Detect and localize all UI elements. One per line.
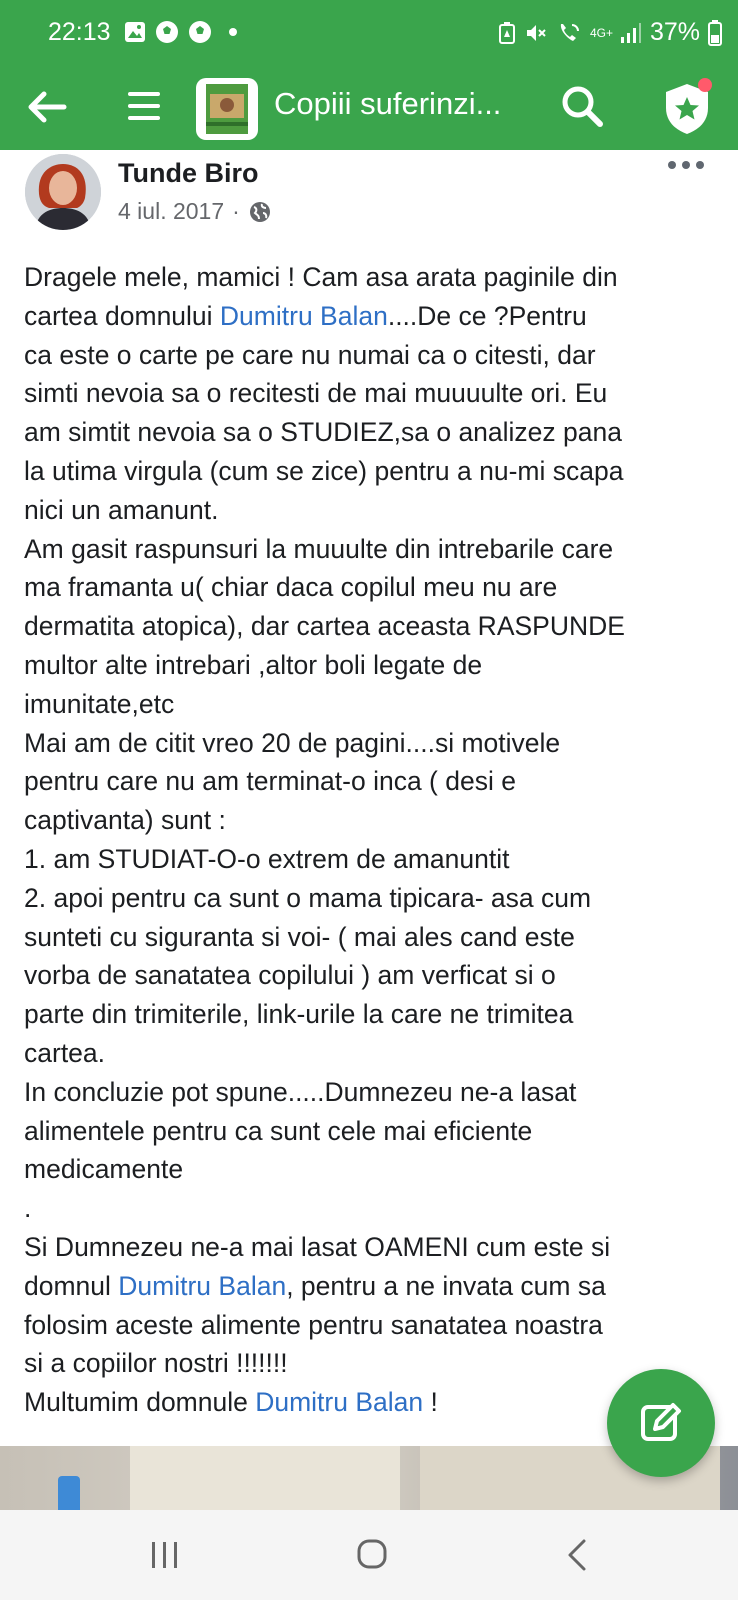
arrow-left-icon[interactable] xyxy=(24,84,70,130)
post-text-line xyxy=(24,762,724,801)
post-text-line xyxy=(24,918,724,957)
soccer-ball-icon xyxy=(155,20,179,44)
post-text-line xyxy=(24,568,724,607)
post-text-segment: sunteti cu siguranta si voi- ( mai ales cand este xyxy=(24,921,575,952)
post-meta xyxy=(118,198,272,225)
system-icons xyxy=(498,18,722,47)
post-text-segment: am simtit nevoia sa o STUDIEZ,sa o analizez pana xyxy=(24,417,622,448)
post-text-line xyxy=(24,1306,724,1345)
post-text-line xyxy=(24,1189,724,1228)
post-text-segment: cartea domnului xyxy=(24,300,220,331)
post-author[interactable]: Tunde Biro xyxy=(118,158,259,188)
post-text-line xyxy=(24,1073,724,1112)
status-bar xyxy=(0,0,738,66)
post-text-line xyxy=(24,801,724,840)
post-text-line xyxy=(24,724,724,763)
post-text-segment: simti nevoia sa o recitesti de mai muuuulte ori. Eu xyxy=(24,378,608,409)
hamburger-icon[interactable] xyxy=(126,86,162,126)
post-text-line xyxy=(24,607,724,646)
post-text-segment: la utima virgula (cum se zice) pentru a nu-mi scapa xyxy=(24,455,624,486)
post-text-segment: . xyxy=(24,1193,32,1224)
post-text xyxy=(24,258,724,1422)
post-text-line xyxy=(24,413,724,452)
post-text-segment: ma framanta u( chiar daca copilul meu nu are xyxy=(24,572,558,603)
mention-link[interactable]: Dumitru Balan xyxy=(118,1270,287,1301)
profile-photo xyxy=(25,154,101,230)
post-text-line xyxy=(24,840,724,879)
post-text-line xyxy=(24,1228,724,1267)
post-text-segment: parte din trimiterile, link-urile la care ne trimitea xyxy=(24,999,574,1030)
post-text-segment: captivanta) sunt : xyxy=(24,805,226,836)
post-text-segment: ....De ce ?Pentru xyxy=(387,300,587,331)
post-text-line xyxy=(24,1034,724,1073)
post-text-segment: alimentele pentru ca sunt cele mai eficiente xyxy=(24,1115,533,1146)
post-text-line xyxy=(24,336,724,375)
post-text-segment: folosim aceste alimente pentru sanatatea noastra xyxy=(24,1309,603,1340)
post-text-line xyxy=(24,1150,724,1189)
dot-icon xyxy=(221,20,241,44)
post-date[interactable]: 4 iul. 2017 xyxy=(118,198,225,224)
book-page-left xyxy=(130,1446,400,1510)
battery-saver-icon xyxy=(498,21,516,45)
notification-icons xyxy=(124,20,241,44)
post-text-segment: Mai am de citit vreo 20 de pagini....si motivele xyxy=(24,727,561,758)
battery-percent: 37% xyxy=(649,18,700,46)
post-text-segment: cartea. xyxy=(24,1037,106,1068)
post-text-segment: dermatita atopica), dar cartea aceasta RASPUNDE xyxy=(24,611,625,642)
globe-icon xyxy=(248,200,272,224)
post-text-segment: In concluzie pot spune.....Dumnezeu ne-a lasat xyxy=(24,1076,577,1107)
post-text-line xyxy=(24,452,724,491)
post-text-segment: Si Dumnezeu ne-a mai lasat OAMENI cum este si xyxy=(24,1231,611,1262)
post-text-line xyxy=(24,1112,724,1151)
post-text-segment: ca este o carte pe care nu numai ca o citesti, dar xyxy=(24,339,596,370)
post-text-segment: si a copiilor nostri !!!!!!! xyxy=(24,1348,288,1379)
book-cover-icon xyxy=(196,78,258,140)
post-text-segment: Am gasit raspunsuri la muuulte din intrebarile care xyxy=(24,533,614,564)
post-text-line xyxy=(24,1344,724,1383)
wifi-call-icon xyxy=(556,21,582,45)
edit-icon xyxy=(637,1399,685,1447)
gallery-icon xyxy=(124,21,146,43)
more-horizontal-icon[interactable] xyxy=(666,152,706,178)
post-text-line xyxy=(24,995,724,1034)
compose-button[interactable] xyxy=(607,1369,715,1477)
soccer-ball-icon xyxy=(188,20,212,44)
network-type: 4G+ xyxy=(589,25,613,40)
mention-link[interactable]: Dumitru Balan xyxy=(219,300,388,331)
post-header xyxy=(0,150,738,250)
group-name[interactable]: Copiii suferinzi... xyxy=(274,86,502,121)
home-icon[interactable] xyxy=(356,1538,388,1570)
post-text-line xyxy=(24,530,724,569)
post-text-segment: Multumim domnule xyxy=(24,1387,256,1418)
post-text-line xyxy=(24,258,724,297)
post-text-segment: pentru care nu am terminat-o inca ( desi e xyxy=(24,766,516,797)
post-text-segment: , pentru a ne invata cum sa xyxy=(286,1270,606,1301)
post-text-segment: 2. apoi pentru ca sunt o mama tipicara- asa cum xyxy=(24,882,592,913)
status-time: 22:13 xyxy=(48,18,111,46)
blue-object xyxy=(58,1476,80,1510)
post-text-line xyxy=(24,646,724,685)
post-text-segment: medicamente xyxy=(24,1154,184,1185)
back-nav-icon[interactable] xyxy=(566,1538,588,1572)
post-text-line xyxy=(24,956,724,995)
post-text-segment: 1. am STUDIAT-O-o extrem de amanuntit xyxy=(24,843,510,874)
avatar[interactable] xyxy=(25,154,101,230)
post-text-segment: nici un amanunt. xyxy=(24,494,219,525)
post-text-segment: imunitate,etc xyxy=(24,688,175,719)
post-text-line xyxy=(24,1267,724,1306)
post-text-line xyxy=(24,879,724,918)
post-text-segment: multor alte intrebari ,altor boli legate de xyxy=(24,649,483,680)
notification-dot xyxy=(698,78,712,92)
recent-apps-icon[interactable] xyxy=(150,1540,180,1570)
post-text-segment: vorba de sanatatea copilului ) am verficat si o xyxy=(24,960,556,991)
mention-link[interactable]: Dumitru Balan xyxy=(255,1387,424,1418)
post-text-segment: Dragele mele, mamici ! Cam asa arata paginile din xyxy=(24,262,618,292)
meta-separator: · xyxy=(232,198,240,224)
search-icon[interactable] xyxy=(558,82,606,130)
mute-icon xyxy=(524,21,548,45)
post-text-segment: ! xyxy=(423,1387,438,1418)
signal-icon xyxy=(620,21,642,45)
group-thumbnail[interactable] xyxy=(196,78,258,140)
system-nav-bar xyxy=(0,1510,738,1600)
post-text-line xyxy=(24,491,724,530)
post-text-segment: domnul xyxy=(24,1270,119,1301)
post-text-line xyxy=(24,297,724,336)
battery-icon xyxy=(708,20,722,46)
post-text-line xyxy=(24,685,724,724)
post-text-line xyxy=(24,374,724,413)
app-bar xyxy=(0,66,738,150)
